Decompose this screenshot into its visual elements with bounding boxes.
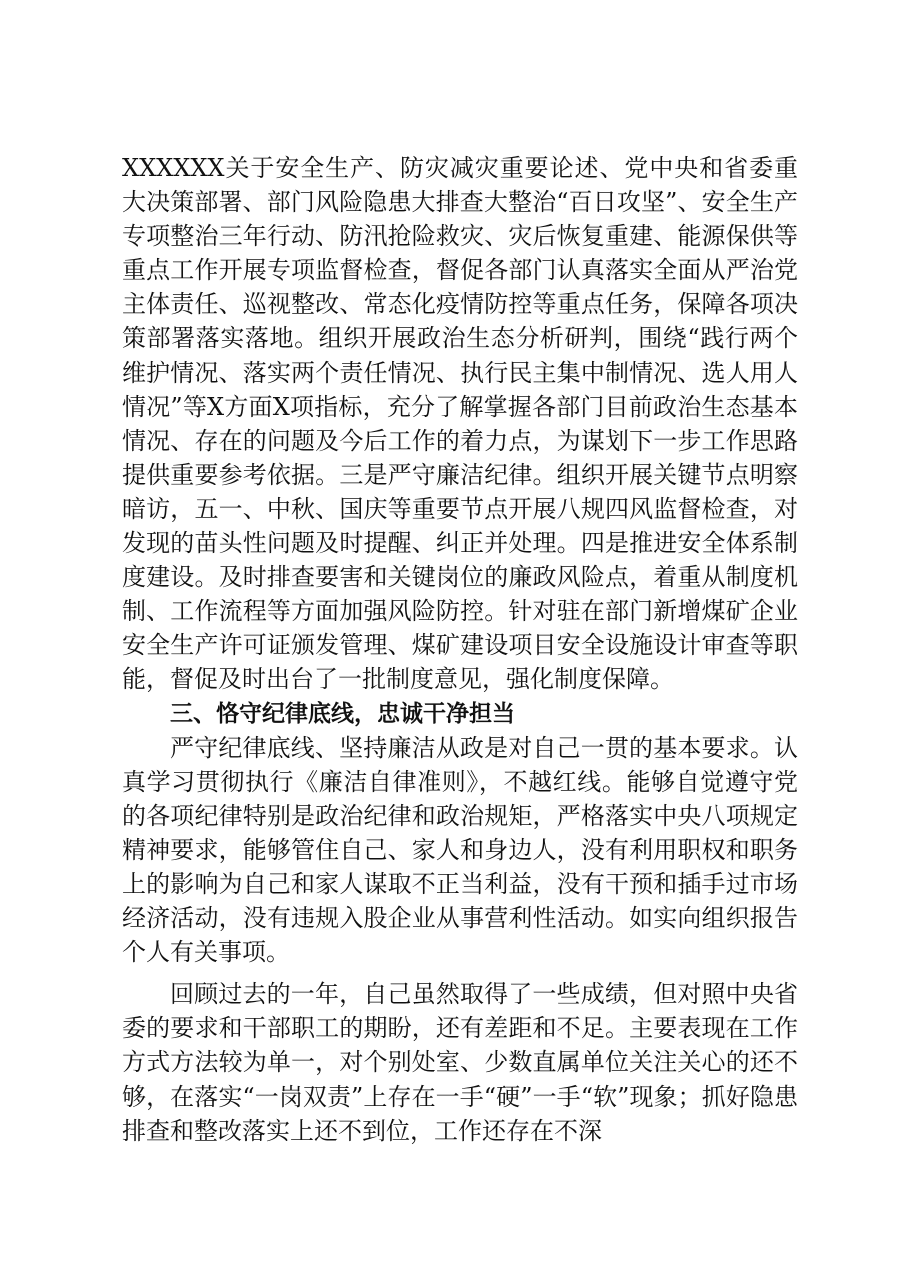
section-heading: 三、恪守纪律底线，忠诚干净担当 xyxy=(170,700,515,727)
document-body xyxy=(122,151,798,1148)
body-paragraph: 严守纪律底线、坚持廉洁从政是对自己一贯的基本要求。认真学习贯彻执行《廉洁自律准则》，不越红线。能够自觉遵守党的各项纪律特别是政治纪律和政治规矩，严格落实中央八项规定精神要求，能够管住自己、家人和身边人，没有利用职权和职务上的影响为自己和家人谋取不正当利益，没有干预和插手过市场经济活动，没有违规入股企业从事营利性活动。如实向组织报告个人有关事项。 xyxy=(122,733,798,967)
body-paragraph: XXXXXX关于安全生产、防灾减灾重要论述、党中央和省委重大决策部署、部门风险隐患大排查大整治“百日攻坚”、安全生产专项整治三年行动、防汛抢险救灾、灾后恢复重建、能源保供等重点工作开展专项监督检查，督促各部门认真落实全面从严治党主体责任、巡视整改、常态化疫情防控等重点任务，保障各项决策部署落实落地。组织开展政治生态分析研判，围绕“践行两个维护情况、落实两个责任情况、执行民主集中制情况、选人用人情况”等X方面X项指标，充分了解掌握各部门目前政治生态基本情况、存在的问题及今后工作的着力点，为谋划下一步工作思路提供重要参考依据。三是严守廉洁纪律。组织开展关键节点明察暗访，五一、中秋、国庆等重要节点开展八规四风监督检查，对发现的苗头性问题及时提醒、纠正并处理。四是推进安全体系制度建设。及时排查要害和关键岗位的廉政风险点，着重从制度机制、工作流程等方面加强风险防控。针对驻在部门新增煤矿企业安全生产许可证颁发管理、煤矿建设项目安全设施设计审查等职能，督促及时出台了一批制度意见，强化制度保障。 xyxy=(122,154,798,694)
body-paragraph: 回顾过去的一年，自己虽然取得了一些成绩，但对照中央省委的要求和干部职工的期盼，还有差距和不足。主要表现在工作方式方法较为单一，对个别处室、少数直属单位关注关心的还不够，在落实“一岗双责”上存在一手“硬”一手“软”现象；抓好隐患排查和整改落实上还不到位，工作还存在不深 xyxy=(122,980,798,1145)
